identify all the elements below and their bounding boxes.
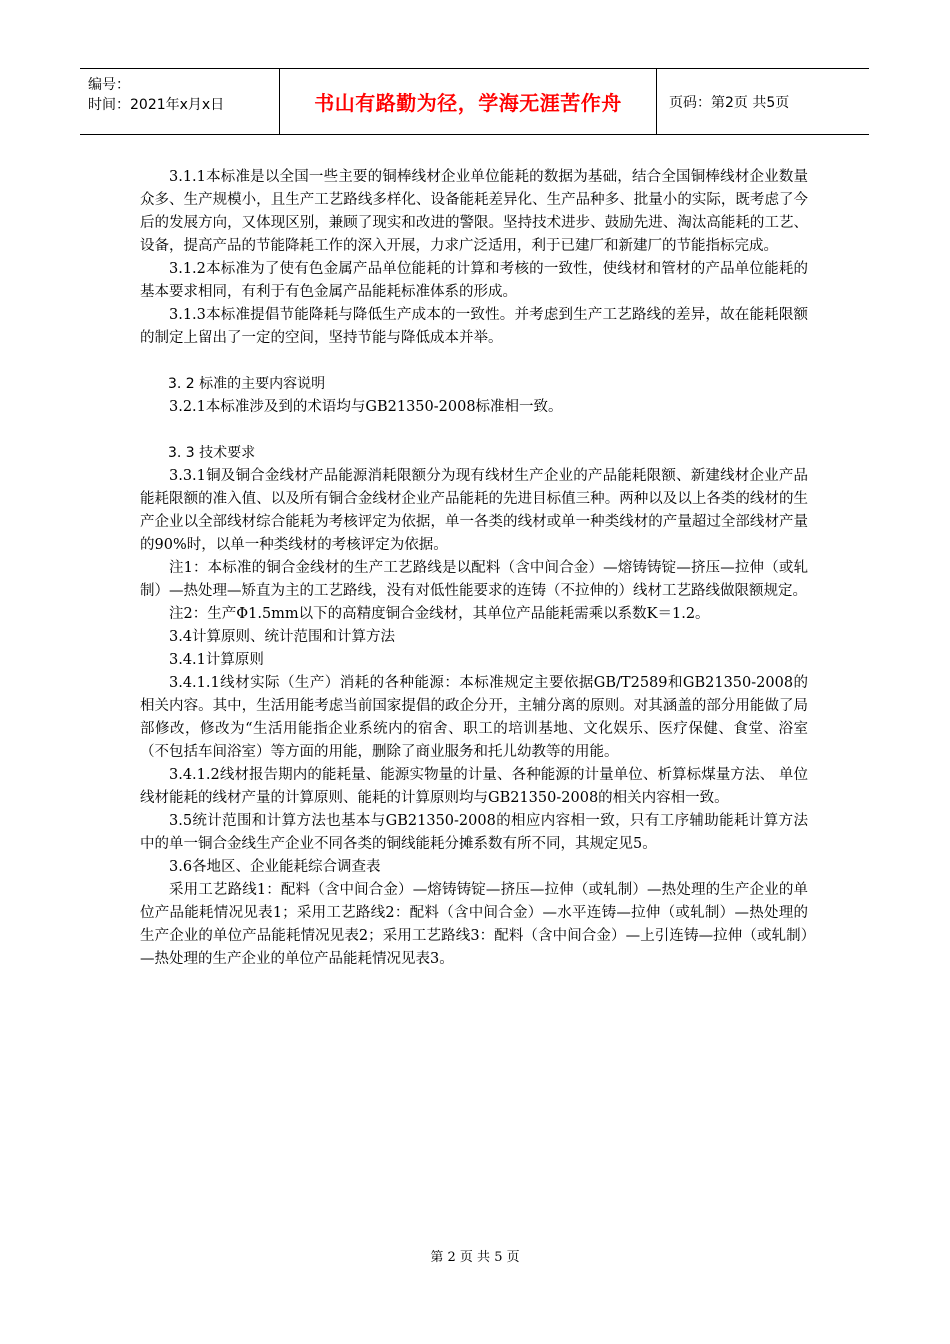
header-page-number: 页码：第2页 共5页 bbox=[669, 94, 790, 111]
header-meta bbox=[80, 69, 280, 134]
document-date: 时间：2021年x月x日 bbox=[88, 97, 225, 113]
document-number-label: 编号： bbox=[88, 77, 130, 93]
document-body bbox=[140, 166, 808, 971]
paragraph-process-routes: 采用工艺路线1：配料（含中间合金）—熔铸铸锭—挤压—拉伸（或轧制）—热处理的生产企业的单位产品能耗情况见表1；采用工艺路线2：配料（含中间合金）—水平连铸—拉伸（或轧制）—热处理的生产企业的单位产品能耗情况见表2；采用工艺路线3：配料（含中间合金）—上引连铸—拉伸（或轧制）—热处理的生产企业的单位产品能耗情况见表3。 bbox=[140, 882, 808, 967]
note-2: 注2：生产Φ1.5mm以下的高精度铜合金线材，其单位产品能耗需乘以系数K＝1.2。 bbox=[169, 606, 710, 622]
section-heading-3-4-1: 3.4.1计算原则 bbox=[169, 652, 264, 668]
section-heading-3-2: 3. 2 标准的主要内容说明 bbox=[168, 376, 326, 392]
paragraph-3-3-1: 3.3.1铜及铜合金线材产品能源消耗限额分为现有线材生产企业的产品能耗限额、新建线材企业产品能耗限额的准入值、以及所有铜合金线材企业产品能耗的先进目标值三种。两种以及以上各类的线材的生产企业以全部线材综合能耗为考核评定为依据，单一各类的线材或单一种类线材的产量超过全部线材产量的90%时，以单一种类线材的考核评定为依据。 bbox=[140, 468, 808, 553]
paragraph-3-1-3: 3.1.3本标准提倡节能降耗与降低生产成本的一致性。并考虑到生产工艺路线的差异，故在能耗限额的制定上留出了一定的空间，坚持节能与降低成本并举。 bbox=[140, 307, 808, 346]
section-heading-3-4: 3.4计算原则、统计范围和计算方法 bbox=[169, 629, 396, 645]
note-1: 注1：本标准的铜合金线材的生产工艺路线是以配料（含中间合金）—熔铸铸锭—挤压—拉伸（或轧制）—热处理—矫直为主的工艺路线，没有对低性能要求的连铸（不拉伸的）线材工艺路线做限额规定。 bbox=[140, 560, 808, 599]
page-header bbox=[80, 68, 869, 135]
paragraph-3-1-1: 3.1.1本标准是以全国一些主要的铜棒线材企业单位能耗的数据为基础，结合全国铜棒线材企业数量众多、生产规模小，且生产工艺路线多样化、设备能耗差异化、生产品种多、批量小的实际，既考虑了今后的发展方向，又体现区别，兼顾了现实和改进的警限。坚持技术进步、鼓励先进、淘汰高能耗的工艺、设备，提高产品的节能降耗工作的深入开展，力求广泛适用，利于已建厂和新建厂的节能指标完成。 bbox=[140, 169, 808, 254]
spacer bbox=[140, 350, 808, 373]
header-motto: 书山有路勤为径，学海无涯苦作舟 bbox=[280, 69, 657, 134]
paragraph-3-4-1-2: 3.4.1.2线材报告期内的能耗量、能源实物量的计量、各种能源的计量单位、析算标煤量方法、 单位线材能耗的线材产量的计算原则、能耗的计算原则均与GB21350-2008的相关内容相一致。 bbox=[140, 767, 808, 806]
page-footer: 第 2 页 共 5 页 bbox=[430, 1250, 520, 1265]
paragraph-3-1-2: 3.1.2本标准为了使有色金属产品单位能耗的计算和考核的一致性，使线材和管材的产品单位能耗的基本要求相同，有利于有色金属产品能耗标准体系的形成。 bbox=[140, 261, 808, 300]
section-heading-3-3: 3. 3 技术要求 bbox=[168, 445, 256, 461]
section-heading-3-6: 3.6各地区、企业能耗综合调查表 bbox=[169, 859, 381, 875]
spacer bbox=[140, 419, 808, 442]
paragraph-3-2-1: 3.2.1本标准涉及到的术语均与GB21350-2008标准相一致。 bbox=[169, 399, 563, 415]
paragraph-3-4-1-1: 3.4.1.1线材实际（生产）消耗的各种能源：本标准规定主要依据GB/T2589和GB21350-2008的相关内容。其中，生活用能考虑当前国家提倡的政企分开，主辅分离的原则。对其涵盖的部分用能做了局部修改，修改为“生活用能指企业系统内的宿舍、职工的培训基地、文化娱乐、医疗保健、食堂、浴室（不包括车间浴室）等方面的用能，删除了商业服务和托儿幼教等的用能。 bbox=[140, 675, 808, 760]
paragraph-3-5: 3.5统计范围和计算方法也基本与GB21350-2008的相应内容相一致，只有工序辅助能耗计算方法中的单一铜合金线生产企业不同各类的铜线能耗分摊系数有所不同，其规定见5。 bbox=[140, 813, 808, 852]
